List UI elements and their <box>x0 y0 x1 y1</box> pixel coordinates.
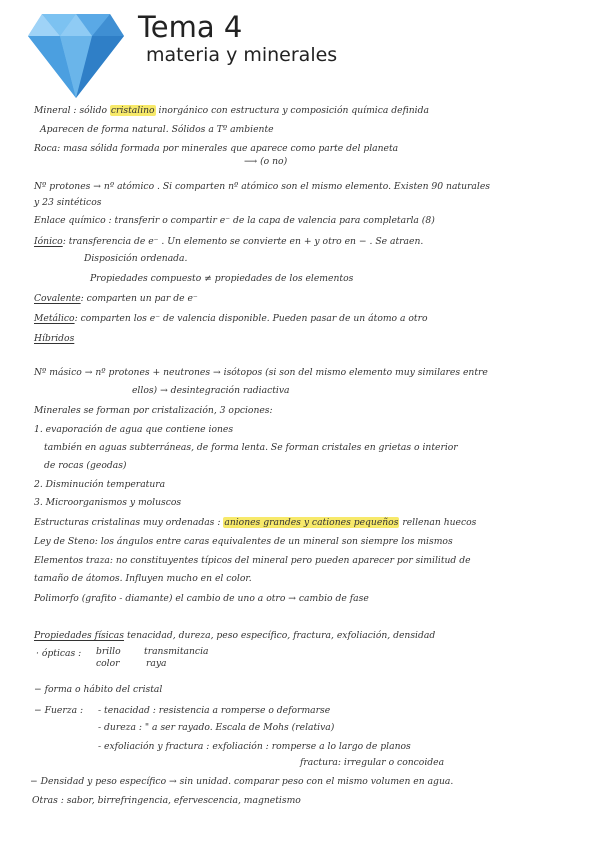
line-metalico <box>34 313 428 324</box>
label-covalente: Covalente <box>34 293 81 304</box>
highlight-cristalino: cristalino <box>110 105 155 116</box>
line-fractura: fractura: irregular o concoidea <box>300 757 445 768</box>
optica-raya: raya <box>146 658 167 669</box>
page-title: Tema 4 <box>138 10 243 44</box>
line-ionico <box>34 236 423 247</box>
ionico-text: : transferencia de e⁻ . Un elemento se convierte en + y otro en − . Se atraen. <box>62 236 424 247</box>
page-subtitle: materia y minerales <box>146 44 338 66</box>
fisicas-text: tenacidad, dureza, peso específico, fractura, exfoliación, densidad <box>126 630 436 641</box>
line-masico-2: ellos) → desintegración radiactiva <box>132 385 290 396</box>
mineral-def-rest: inorgánico con estructura y composición química definida <box>158 105 429 116</box>
label-ionico: Iónico <box>34 236 63 247</box>
line-traza: Elementos traza: no constituyentes típicos del mineral pero pueden aparecer por similitud de <box>34 555 471 566</box>
line-traza-2: tamaño de átomos. Influyen mucho en el color. <box>34 573 252 584</box>
label-propiedades-fisicas: Propiedades físicas <box>34 630 125 641</box>
line-covalente <box>34 293 198 304</box>
line-disposicion: Disposición ordenada. <box>84 253 188 264</box>
line-aparecen: Aparecen de forma natural. Sólidos a Tº ambiente <box>40 124 274 135</box>
line-opcion-1b: también en aguas subterráneas, de forma lenta. Se forman cristales en grietas o interior <box>44 442 458 453</box>
optica-color: color <box>96 658 120 669</box>
estructuras-text: Estructuras cristalinas muy ordenadas : <box>34 517 221 528</box>
line-opcion-1: 1. evaporación de agua que contiene iones <box>34 424 234 435</box>
line-tenacidad: - tenacidad : resistencia a romperse o deformarse <box>98 705 331 716</box>
covalente-text: : comparten un par de e⁻ <box>80 293 198 304</box>
line-protones: Nº protones → nº atómico . Si comparten nº atómico son el mismo elemento. Existen 90 naturales <box>34 181 491 192</box>
line-roca-note: ⟶ (o no) <box>244 156 288 167</box>
line-minerales-forman: Minerales se forman por cristalización, 3 opciones: <box>34 405 273 416</box>
line-propiedades-fisicas <box>34 630 435 641</box>
diamond-icon <box>28 14 124 98</box>
line-otras: Otras : sabor, birrefringencia, efervescencia, magnetismo <box>32 795 301 806</box>
label-hibridos: Híbridos <box>34 333 75 344</box>
line-polimorfo: Polimorfo (grafito - diamante) el cambio de uno a otro → cambio de fase <box>34 593 369 604</box>
line-dureza: - dureza : " a ser rayado. Escala de Mohs (relativa) <box>98 722 335 733</box>
line-forma: − forma o hábito del cristal <box>34 684 163 695</box>
line-masico: Nº másico → nº protones + neutrones → isótopos (si son del mismo elemento muy similares entre <box>34 367 488 378</box>
line-densidad: − Densidad y peso específico → sin unidad. comparar peso con el mismo volumen en agua. <box>30 776 454 787</box>
mineral-def: Mineral : sólido <box>34 105 107 116</box>
highlight-aniones: aniones grandes y cationes pequeños <box>224 517 399 528</box>
line-steno: Ley de Steno: los ángulos entre caras equivalentes de un mineral son siempre los mismos <box>34 536 453 547</box>
optica-transmitancia: transmitancia <box>144 646 209 657</box>
line-roca: Roca: masa sólida formada por minerales que aparece como parte del planeta <box>34 143 399 154</box>
line-estructuras <box>34 517 476 528</box>
label-opticas: · ópticas : <box>36 648 82 659</box>
line-mineral <box>34 105 429 116</box>
line-opcion-1c: de rocas (geodas) <box>44 460 127 471</box>
metalico-text: : comparten los e⁻ de valencia disponible. Pueden pasar de un átomo a otro <box>74 313 428 324</box>
optica-brillo: brillo <box>96 646 121 657</box>
estructuras-rest: rellenan huecos <box>402 517 477 528</box>
line-opcion-2: 2. Disminución temperatura <box>34 479 166 490</box>
line-opcion-3: 3. Microorganismos y moluscos <box>34 497 182 508</box>
line-enlace: Enlace químico : transferir o compartir e⁻ de la capa de valencia para completarla (8) <box>34 215 435 226</box>
line-protones-2: y 23 sintéticos <box>34 197 102 208</box>
line-propiedades-compuesto: Propiedades compuesto ≠ propiedades de los elementos <box>90 273 354 284</box>
label-metalico: Metálico <box>34 313 75 324</box>
line-exfoliacion: - exfoliación y fractura : exfoliación : romperse a lo largo de planos <box>98 741 411 752</box>
label-fuerza: − Fuerza : <box>34 705 84 716</box>
